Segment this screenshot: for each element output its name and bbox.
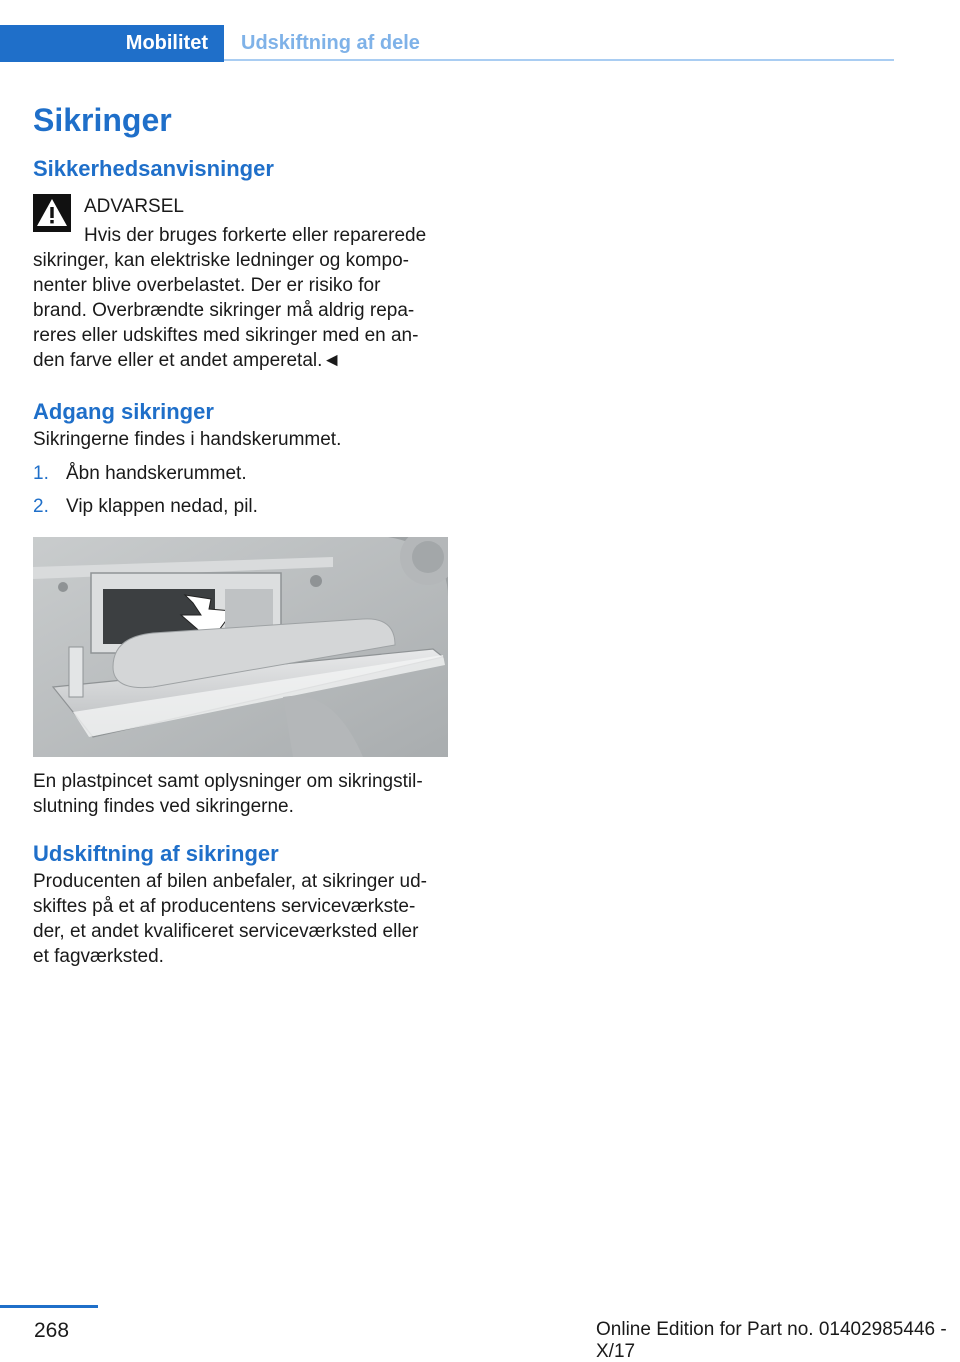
replace-heading: Udskiftning af sikringer (33, 841, 279, 866)
warning-line: den farve eller et andet amperetal.◄ (33, 350, 342, 371)
section-tab: Mobilitet (0, 25, 224, 62)
paragraph-line: skiftes på et af producentens serviceværkste- (33, 896, 416, 917)
edition-note: Online Edition for Part no. 01402985446 - X/17 (596, 1319, 947, 1362)
paragraph-line: et fagværksted. (33, 946, 164, 967)
glovebox-photo (33, 537, 448, 757)
warning-text (33, 248, 448, 373)
header-divider (224, 59, 894, 61)
access-intro: Sikringerne findes i handskerummet. (33, 429, 342, 450)
step-number: 1. (33, 463, 49, 484)
safety-heading: Sikkerhedsanvisninger (33, 156, 274, 181)
warning-label: ADVARSEL (84, 196, 184, 217)
warning-line: sikringer, kan elektriske ledninger og kompo- (33, 250, 409, 271)
main-content (33, 98, 448, 969)
access-heading: Adgang sikringer (33, 399, 214, 424)
replace-text (33, 869, 448, 969)
paragraph-line: Producenten af bilen anbefaler, at sikringer ud- (33, 871, 427, 892)
steps-list (33, 461, 448, 519)
warning-line: nenter blive overbelastet. Der er risiko for (33, 275, 381, 296)
warning-line: reres eller udskiftes med sikringer med en an- (33, 325, 419, 346)
step-text: Åbn handskerummet. (66, 463, 247, 484)
page-title: Sikringer (33, 102, 172, 138)
paragraph-line: slutning findes ved sikringerne. (33, 796, 294, 817)
warning-text-first: Hvis der bruges forkerte eller reparerede (84, 225, 427, 246)
warning-line: brand. Overbrændte sikringer må aldrig repa- (33, 300, 415, 321)
warning-block (33, 194, 448, 373)
page-header (0, 25, 894, 62)
step-number: 2. (33, 496, 49, 517)
list-item (33, 461, 448, 486)
after-image-text (33, 769, 448, 819)
paragraph-line: der, et andet kvalificeret serviceværksted eller (33, 921, 419, 942)
paragraph-line: En plastpincet samt oplysninger om sikringstil- (33, 771, 423, 792)
step-text: Vip klappen nedad, pil. (66, 496, 258, 517)
warning-triangle-icon (33, 194, 71, 232)
subsection-tab: Udskiftning af dele (241, 32, 420, 54)
list-item (33, 494, 448, 519)
footer-divider (0, 1305, 98, 1308)
page-number: 268 (34, 1319, 70, 1342)
